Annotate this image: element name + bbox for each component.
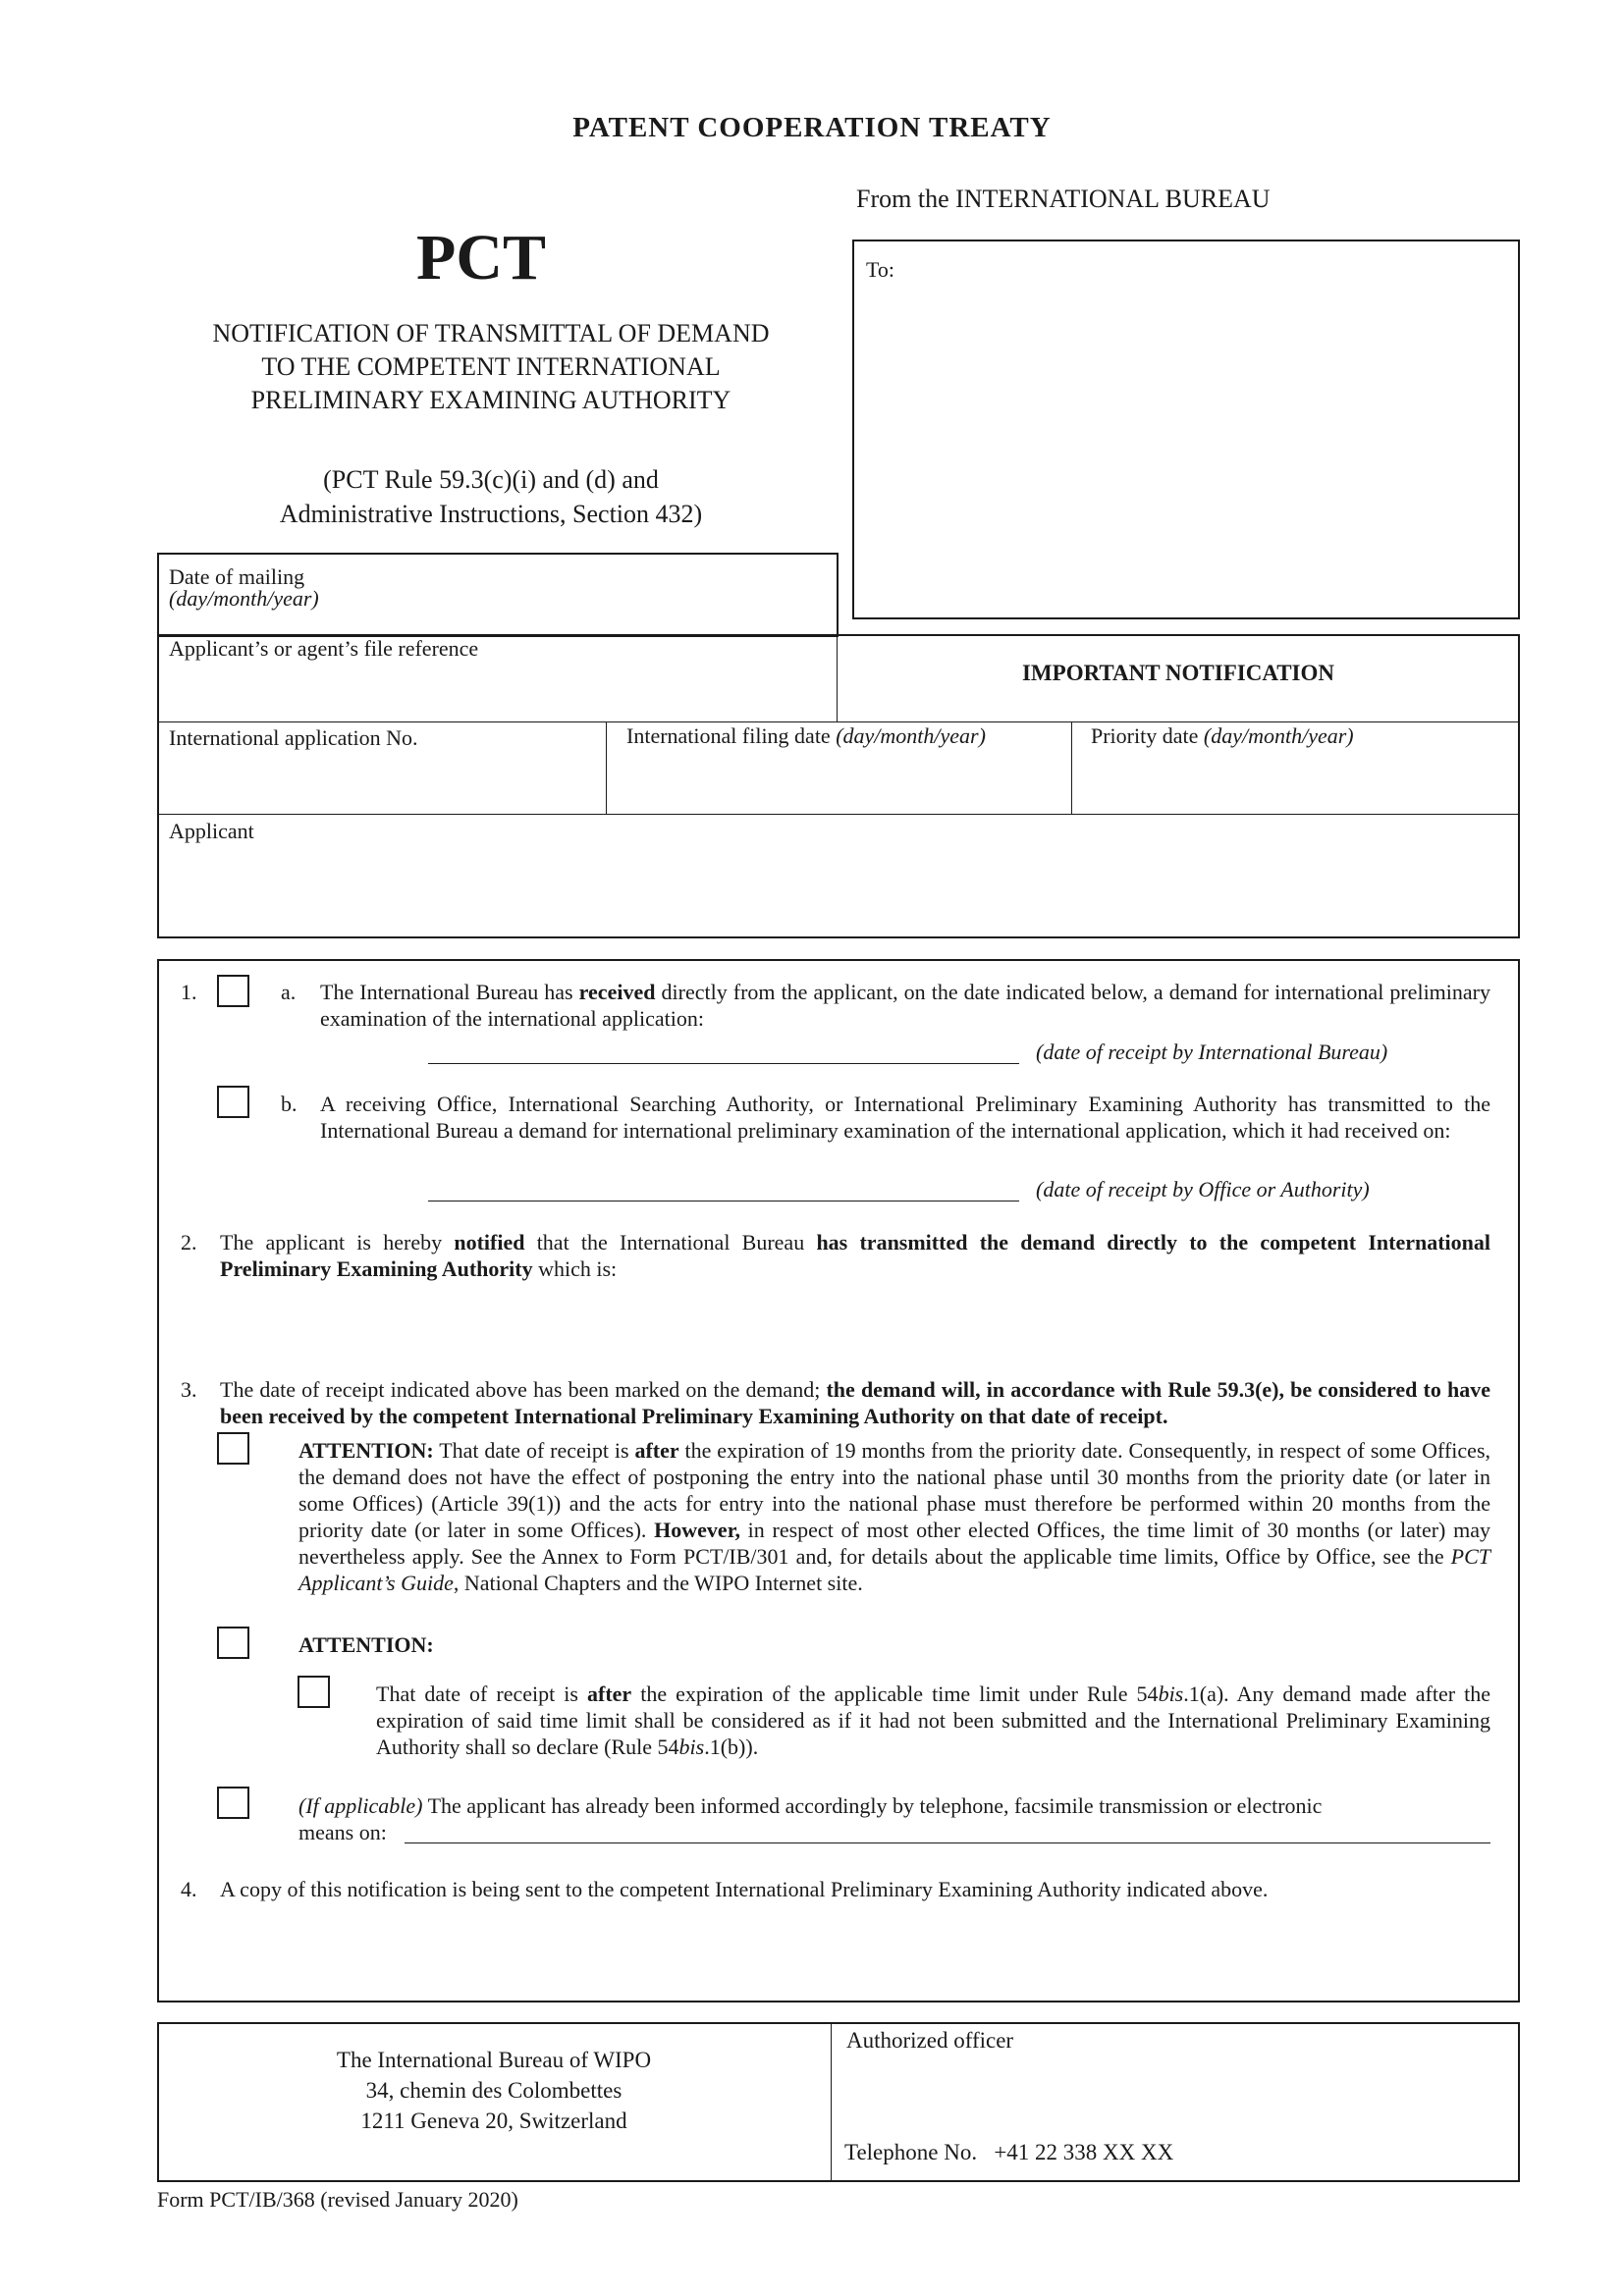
application-number-label: International application No. xyxy=(169,725,418,750)
priority-date-label xyxy=(1091,723,1354,749)
text-bold: after xyxy=(587,1682,632,1706)
date-of-mailing-label: Date of mailing xyxy=(169,564,305,589)
priority-date-field[interactable] xyxy=(1074,754,1518,811)
after-time-limit-text xyxy=(376,1681,1490,1760)
text-italic: (If applicable) xyxy=(298,1793,423,1818)
from-line: From the INTERNATIONAL BUREAU xyxy=(856,185,1271,213)
item-2-number: 2. xyxy=(181,1230,197,1255)
rule-line: Administrative Instructions, Section 432) xyxy=(279,500,703,528)
checkbox-1a[interactable] xyxy=(217,975,249,1007)
text-run: .1(b)). xyxy=(704,1735,759,1759)
item-1b-text: A receiving Office, International Searching Authority, or International Preliminary Examining Authority has transmitted to the International Bureau a demand for international preliminary examination of the international application, which it had received on: xyxy=(320,1092,1490,1143)
filing-date-label xyxy=(626,723,986,749)
priority-date-text: Priority date xyxy=(1091,723,1199,748)
pct-title: PCT xyxy=(416,222,546,294)
text-run: The applicant has already been informed accordingly by telephone, facsimile transmission or electronic xyxy=(422,1793,1323,1818)
means-on-label: means on: xyxy=(298,1820,387,1844)
applicant-field[interactable] xyxy=(159,846,1518,934)
address-line: 1211 Geneva 20, Switzerland xyxy=(360,2109,627,2133)
attention-label: ATTENTION: xyxy=(298,1438,434,1463)
telephone-number: Telephone No. +41 22 338 XX XX xyxy=(844,2140,1174,2164)
title-line: TO THE COMPETENT INTERNATIONAL xyxy=(261,352,721,381)
means-on-line[interactable] xyxy=(405,1842,1490,1843)
checkbox-3-attention-19-months[interactable] xyxy=(217,1432,249,1465)
attention-2-label xyxy=(298,1631,434,1658)
text-bold: the demand will, in accordance with Rule 59.3(e), be considered to have been received by the competent International Preliminary Examining Authority on that date of receipt. xyxy=(220,1377,1490,1428)
receipt-date-1a-label: (date of receipt by International Bureau) xyxy=(1036,1040,1388,1064)
item-1-number: 1. xyxy=(181,980,197,1004)
form-reference: Form PCT/IB/368 (revised January 2020) xyxy=(157,2187,518,2212)
text-bold: notified xyxy=(454,1230,525,1255)
text-run: the expiration of 19 months from the priority date. Consequently, in respect of some Offices, the demand does not have the effect of postponing the entry into the national phase until 30 months from the priority date (or later in some Offices) (Article 39(1)) and the acts for entry into the national phase must therefore be performed within 20 months from the priority date (or later in some Offices). xyxy=(298,1438,1491,1542)
checkbox-1b[interactable] xyxy=(217,1086,249,1118)
text-run: directly from the applicant, on the date indicated below, a demand for international preliminary examination of the international application: xyxy=(320,980,1490,1031)
address-line: The International Bureau of WIPO xyxy=(336,2048,652,2072)
treaty-heading: PATENT COOPERATION TREATY xyxy=(572,112,1052,143)
authorized-officer-field[interactable] xyxy=(833,2057,1518,2136)
to-label: To: xyxy=(866,257,895,282)
if-applicable-text xyxy=(298,1792,1490,1819)
text-italic: bis xyxy=(1158,1682,1184,1706)
text-run: that the International Bureau xyxy=(524,1230,817,1255)
item-1b-label: b. xyxy=(281,1092,298,1116)
important-notification: IMPORTANT NOTIFICATION xyxy=(1021,661,1335,685)
attention-19-months-text xyxy=(298,1437,1490,1596)
checkbox-3-if-applicable[interactable] xyxy=(217,1787,249,1819)
item-1a-text xyxy=(320,979,1490,1032)
applicant-label: Applicant xyxy=(169,819,254,843)
text-run: That date of receipt is xyxy=(376,1682,587,1706)
checkbox-3-after-time-limit[interactable] xyxy=(298,1676,330,1708)
file-reference-field[interactable] xyxy=(159,664,835,719)
text-italic: PCT Applicant’s Guide xyxy=(298,1544,1490,1595)
text-run: The date of receipt indicated above has been marked on the demand; xyxy=(220,1377,827,1402)
text-run: , National Chapters and the WIPO Internet site. xyxy=(453,1571,863,1595)
receipt-date-line-1a[interactable] xyxy=(428,1063,1019,1064)
filing-date-field[interactable] xyxy=(609,754,1068,811)
item-1a-label: a. xyxy=(281,980,297,1004)
checkbox-3-attention-time-limit[interactable] xyxy=(217,1627,249,1659)
text-run: That date of receipt is xyxy=(433,1438,635,1463)
wipo-address xyxy=(159,2045,829,2136)
item-3-number: 3. xyxy=(181,1377,197,1402)
date-of-mailing-format: (day/month/year) xyxy=(169,586,319,611)
text-run: which is: xyxy=(532,1256,618,1281)
text-bold: has transmitted the demand directly to the competent International Preliminary Examining Authority xyxy=(220,1230,1490,1281)
notification-title xyxy=(147,317,835,417)
text-run: The applicant is hereby xyxy=(220,1230,455,1255)
text-run: The International Bureau has xyxy=(320,980,579,1004)
text-italic: bis xyxy=(678,1735,705,1759)
receipt-date-1b-label: (date of receipt by Office or Authority) xyxy=(1036,1177,1370,1201)
text-run: .1(a). Any demand made after the expiration of said time limit shall be considered as if it had not been submitted and the International Preliminary Examining Authority shall so declare (Rule 54 xyxy=(376,1682,1490,1759)
item-4-text: A copy of this notification is being sent to the competent International Preliminary Examining Authority indicated above. xyxy=(220,1877,1269,1901)
filing-date-format: (day/month/year) xyxy=(836,723,986,748)
authorized-officer-label: Authorized officer xyxy=(846,2028,1014,2053)
filing-date-text: International filing date xyxy=(626,723,831,748)
text-run: in respect of most other elected Offices, the time limit of 30 months (or later) may nevertheless apply. See the Annex to Form PCT/IB/301 and, for details about the applicable time limits, Office by Office, see the xyxy=(298,1518,1490,1569)
title-line: PRELIMINARY EXAMINING AUTHORITY xyxy=(250,386,731,414)
rule-line: (PCT Rule 59.3(c)(i) and (d) and xyxy=(323,465,659,494)
item-3-text xyxy=(220,1376,1490,1429)
address-line: 34, chemin des Colombettes xyxy=(365,2078,623,2103)
priority-date-format: (day/month/year) xyxy=(1203,723,1354,748)
item-4-number: 4. xyxy=(181,1877,197,1901)
title-line: NOTIFICATION OF TRANSMITTAL OF DEMAND xyxy=(212,319,770,347)
rule-reference xyxy=(147,462,835,531)
text-bold: after xyxy=(634,1438,679,1463)
text-bold: However, xyxy=(654,1518,740,1542)
application-number-field[interactable] xyxy=(159,754,603,811)
to-address-box[interactable] xyxy=(852,240,1520,619)
text-run: the expiration of the applicable time limit under Rule 54 xyxy=(631,1682,1159,1706)
item-2-text xyxy=(220,1229,1490,1282)
attention-label: ATTENTION: xyxy=(298,1632,434,1657)
text-bold: received xyxy=(578,980,656,1004)
ipea-field[interactable] xyxy=(220,1286,1490,1364)
file-reference-label: Applicant’s or agent’s file reference xyxy=(169,636,479,661)
